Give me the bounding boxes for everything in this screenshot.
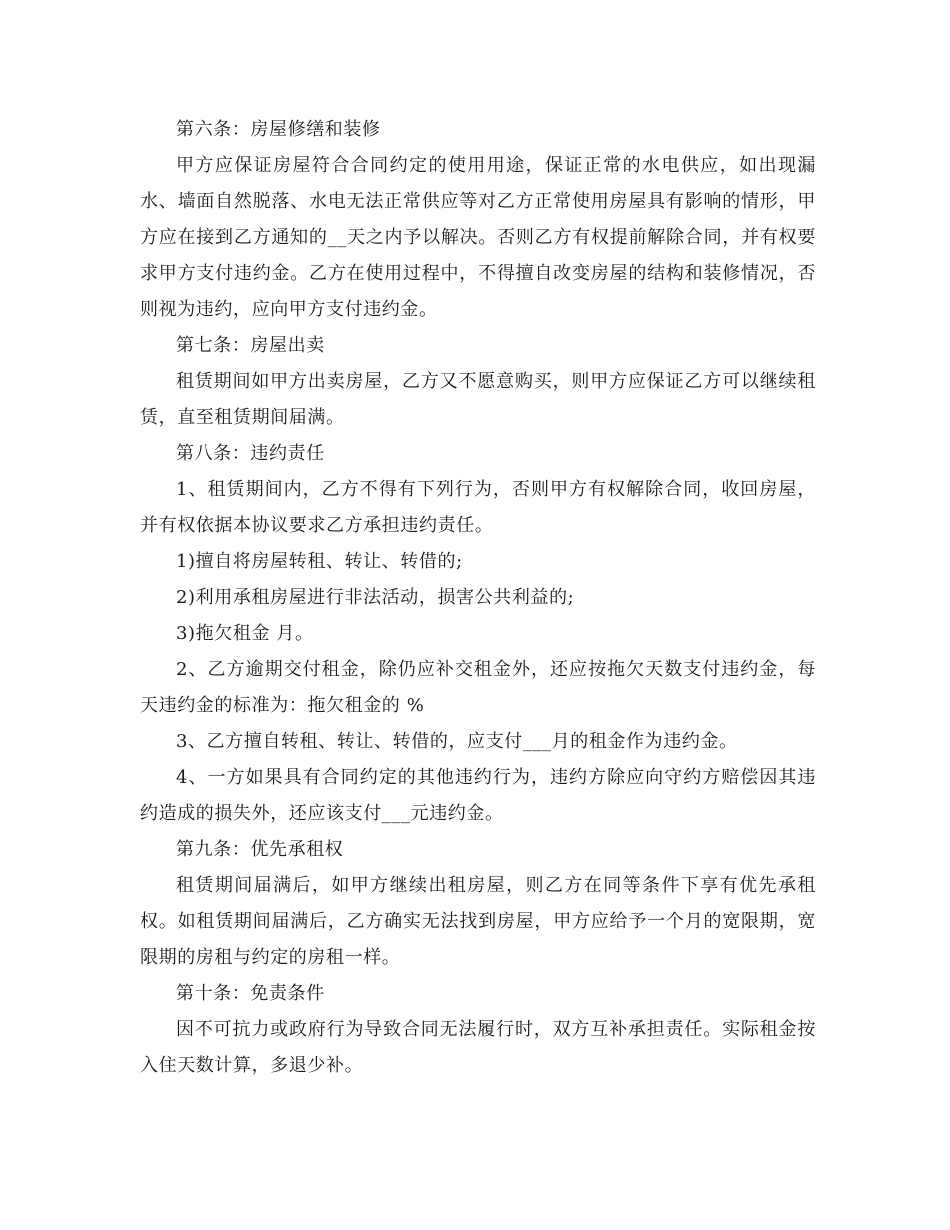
article-8-heading: 第八条：违约责任 [176,443,325,464]
article-8-clause-3: 3、乙方擅自转租、转让、转借的，应支付___月的租金作为违约金。 [176,731,738,752]
article-10-body: 因不可抗力或政府行为导致合同无法履行时，双方互补承担责任。实际租金按入住天数计算，多退少补。 [140,1019,816,1076]
document-body [140,112,816,1084]
article-7-body: 租赁期间如甲方出卖房屋，乙方又不愿意购买，则甲方应保证乙方可以继续租赁，直至租赁期间届满。 [140,371,816,428]
article-10-heading: 第十条：免责条件 [176,983,325,1004]
article-8-clause-4: 4、一方如果具有合同约定的其他违约行为，违约方除应向守约方赔偿因其违约造成的损失外，还应该支付___元违约金。 [140,767,816,824]
article-7-heading: 第七条：房屋出卖 [176,335,325,356]
article-9-heading: 第九条：优先承租权 [176,839,344,860]
article-8-clause-1-item-1: 1)擅自将房屋转租、转让、转借的; [176,551,463,572]
article-6-body: 甲方应保证房屋符合合同约定的使用用途，保证正常的水电供应，如出现漏水、墙面自然脱落、水电无法正常供应等对乙方正常使用房屋具有影响的情形，甲方应在接到乙方通知的__天之内予以解决。否则乙方有权提前解除合同，并有权要求甲方支付违约金。乙方在使用过程中，不得擅自改变房屋的结构和装修情况，否则视为违约，应向甲方支付违约金。 [140,155,816,320]
article-8-clause-1-item-3: 3)拖欠租金 月。 [176,623,314,644]
article-8-clause-1-item-2: 2)利用承租房屋进行非法活动，损害公共利益的; [176,587,575,608]
article-9-body: 租赁期间届满后，如甲方继续出租房屋，则乙方在同等条件下享有优先承租权。如租赁期间届满后，乙方确实无法找到房屋，甲方应给予一个月的宽限期，宽限期的房租与约定的房租一样。 [140,875,816,968]
article-6-heading: 第六条：房屋修缮和装修 [176,119,381,140]
article-8-clause-2: 2、乙方逾期交付租金，除仍应补交租金外，还应按拖欠天数支付违约金，每天违约金的标准为：拖欠租金的 % [140,659,816,716]
article-8-clause-1: 1、租赁期间内，乙方不得有下列行为，否则甲方有权解除合同，收回房屋，并有权依据本协议要求乙方承担违约责任。 [140,479,816,536]
